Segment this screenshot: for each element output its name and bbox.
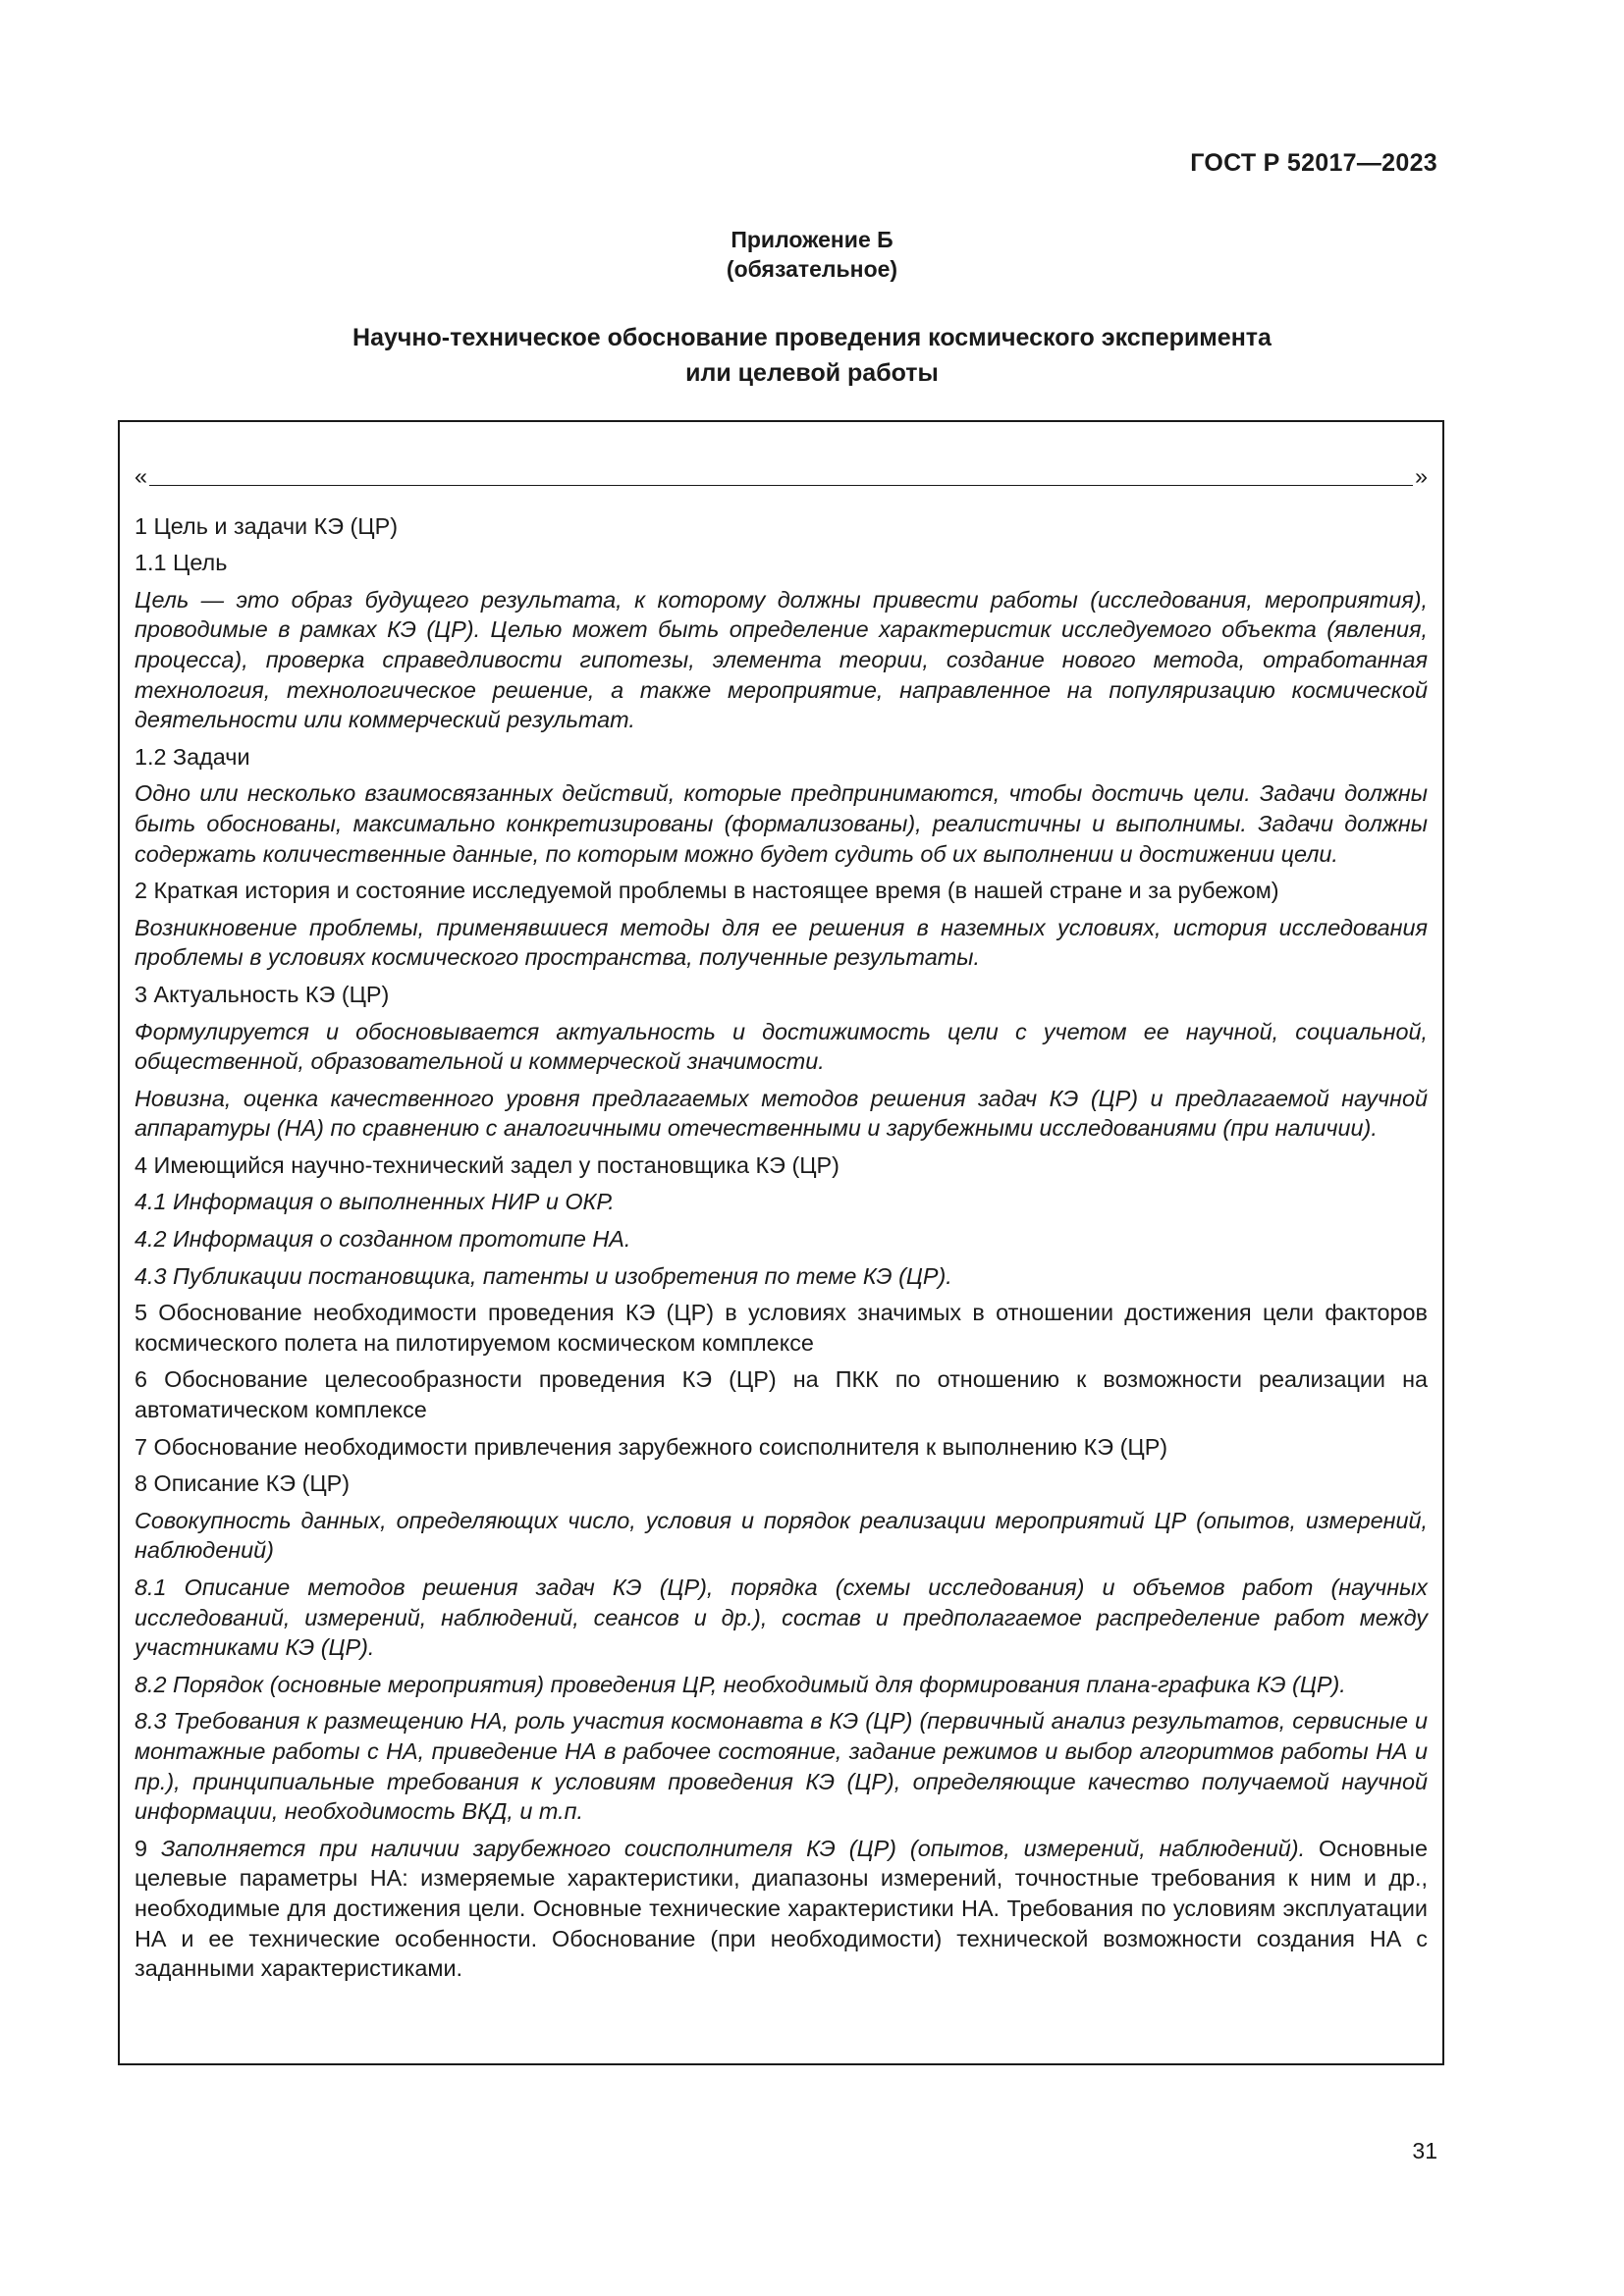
section-heading: 6 Обоснование целесообразности проведения КЭ (ЦР) на ПКК по отношению к возможности реализации на автоматическом комплексе <box>135 1366 1428 1423</box>
section-heading: 1.1 Цель <box>135 550 228 576</box>
section-heading: 1.2 Задачи <box>135 743 250 770</box>
section-heading: 7 Обоснование необходимости привлечения зарубежного соисполнителя к выполнению КЭ (ЦР) <box>135 1433 1168 1460</box>
form-frame <box>118 420 1444 2065</box>
section-description: Совокупность данных, определяющих число, условия и порядок реализации мероприятий ЦР (опытов, измерений, наблюдений) <box>135 1507 1428 1564</box>
section-heading: 2 Краткая история и состояние исследуемой проблемы в настоящее время (в нашей стране и за рубежом) <box>135 878 1279 904</box>
section-description: Одно или несколько взаимосвязанных действий, которые предпринимаются, чтобы достичь цели. Задачи должны быть обоснованы, максимально конкретизированы (формализованы), реалистичны и выполнимы. Задачи должны содержать количественные данные, по которым можно будет судить об их выполнении и достижении цели. <box>135 780 1428 867</box>
section-list <box>135 511 1428 1827</box>
appendix-title: Приложение Б <box>731 227 893 252</box>
document-title <box>0 320 1624 391</box>
appendix-status: (обязательное) <box>726 256 898 282</box>
section-description: 8.3 Требования к размещению НА, роль участия космонавта в КЭ (ЦР) (первичный анализ результатов, сервисные и монтажные работы с НА, приведение НА в рабочее состояние, задание режимов и выбор алгоритмов работы НА и пр.), принципиальные требования к условиям проведения КЭ (ЦР), определяющие качество получаемой научной информации, необходимость ВКД, и т.п. <box>135 1708 1428 1825</box>
section-9-paragraph <box>135 1834 1428 1984</box>
section-description: Возникновение проблемы, применявшиеся методы для ее решения в наземных условиях, история исследования проблемы в условиях космического пространства, полученные результаты. <box>135 914 1428 971</box>
section-9-text: Основные целевые параметры НА: измеряемые характеристики, диапазоны измерений, точностные требования к ним и др., необходимые для достижения цели. Основные технические характеристики НА. Требования по условиям эксплуатации НА и ее технические особенности. Обоснование (при необходимости) технической возможности создания НА с заданными характеристиками. <box>135 1835 1429 1982</box>
section-description: 4.1 Информация о выполненных НИР и ОКР. <box>135 1189 615 1215</box>
document-title-line-1: Научно-техническое обоснование проведения космического эксперимента <box>352 324 1272 351</box>
section-description: Новизна, оценка качественного уровня предлагаемых методов решения задач КЭ (ЦР) и предлагаемой научной аппаратуры (НА) по сравнению с аналогичными отечественными и зарубежными исследованиями (при наличии). <box>135 1085 1428 1142</box>
section-9-number: 9 <box>135 1835 161 1861</box>
page-number: 31 <box>1412 2138 1437 2163</box>
section-heading: 8 Описание КЭ (ЦР) <box>135 1470 351 1497</box>
section-heading: 1 Цель и задачи КЭ (ЦР) <box>135 512 398 539</box>
section-heading: 4 Имеющийся научно-технический задел у постановщика КЭ (ЦР) <box>135 1151 839 1178</box>
section-description: 8.2 Порядок (основные мероприятия) проведения ЦР, необходимый для формирования плана-графика КЭ (ЦР). <box>135 1671 1346 1697</box>
document-title-line-2: или целевой работы <box>685 359 939 387</box>
standard-number: ГОСТ Р 52017—2023 <box>1190 149 1437 177</box>
section-description: Цель — это образ будущего результата, к которому должны привести работы (исследования, мероприятия), проводимые в рамках КЭ (ЦР). Целью может быть определение характеристик исследуемого объекта (явления, процесса), проверка справедливости гипотезы, элемента теории, создание нового метода, отработанная технология, технологическое решение, а также мероприятие, направленное на популяризацию космической деятельности или коммерческий результат. <box>135 586 1428 733</box>
section-description: 4.2 Информация о созданном прототипе НА. <box>135 1226 631 1253</box>
form-content <box>135 461 1428 1991</box>
quote-open: « <box>135 463 148 489</box>
section-description: Формулируется и обосновывается актуальность и достижимость цели с учетом ее научной, социальной, общественной, образовательной и коммерческой значимости. <box>135 1018 1428 1075</box>
section-description: 4.3 Публикации постановщика, патенты и изобретения по теме КЭ (ЦР). <box>135 1262 952 1289</box>
section-9-italic: Заполняется при наличии зарубежного соисполнителя КЭ (ЦР) (опытов, измерений, наблюдений). <box>160 1835 1306 1861</box>
section-heading: 5 Обоснование необходимости проведения КЭ (ЦР) в условиях значимых в отношении достижения цели факторов космического полета на пилотируемом космическом комплексе <box>135 1300 1428 1356</box>
quote-close: » <box>1414 463 1428 489</box>
section-description: 8.1 Описание методов решения задач КЭ (ЦР), порядка (схемы исследования) и объемов работ (научных исследований, измерений, наблюдений, сеансов и др.), состав и предполагаемое распределение работ между участниками КЭ (ЦР). <box>135 1575 1428 1661</box>
blank-underline <box>149 484 1413 486</box>
title-blank-line <box>135 461 1428 492</box>
section-heading: 3 Актуальность КЭ (ЦР) <box>135 981 390 1007</box>
